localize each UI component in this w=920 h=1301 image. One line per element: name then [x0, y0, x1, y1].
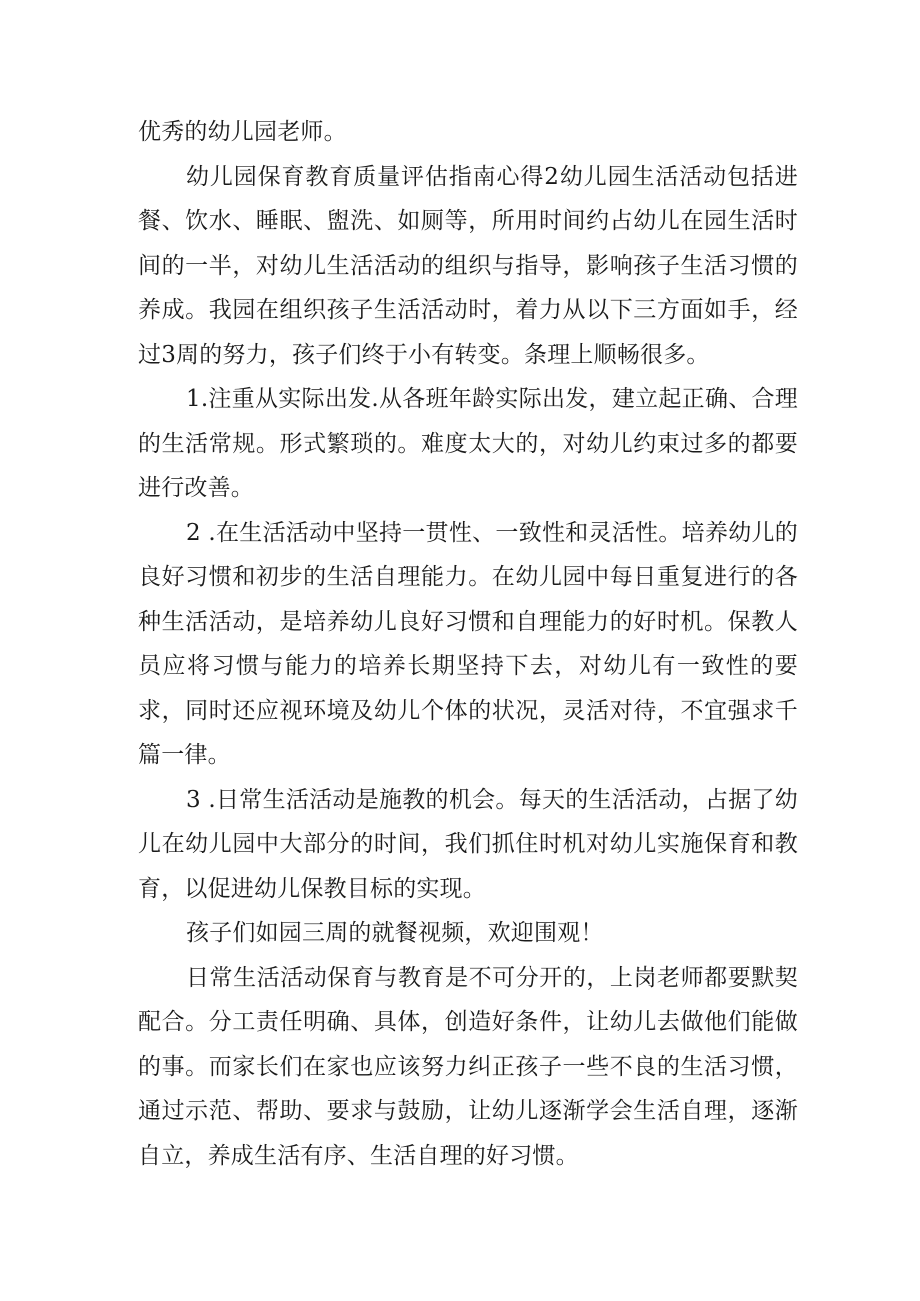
paragraph-video-note: 孩子们如园三周的就餐视频，欢迎围观！	[186, 920, 604, 946]
paragraph-point-3: 3 .日常生活活动是施教的机会。每天的生活活动，占据了幼儿在幼儿园中大部分的时间，我们抓住时机对幼儿实施保育和教育，以促进幼儿保教目标的实现。	[138, 786, 798, 902]
paragraph-point-2: 2 .在生活活动中坚持一贯性、一致性和灵活性。培养幼儿的良好习惯和初步的生活自理能力。在幼儿园中每日重复进行的各种生活活动，是培养幼儿良好习惯和自理能力的好时机。保教人员应将习惯与能力的培养长期坚持下去，对幼儿有一致性的要求，同时还应视环境及幼儿个体的状况，灵活对待，不宜强求千篇一律。	[138, 519, 798, 768]
document-body	[138, 110, 798, 1178]
paragraph-conclusion: 日常生活活动保育与教育是不可分开的，上岗老师都要默契配合。分工责任明确、具体，创造好条件，让幼儿去做他们能做的事。而家长们在家也应该努力纠正孩子一些不良的生活习惯，通过示范、帮助、要求与鼓励，让幼儿逐渐学会生活自理，逐渐自立，养成生活有序、生活自理的好习惯。	[138, 964, 798, 1169]
paragraph-continuation: 优秀的幼儿园老师。	[138, 119, 347, 145]
paragraph-point-1: 1.注重从实际出发.从各班年龄实际出发，建立起正确、合理的生活常规。形式繁琐的。难度太大的，对幼儿约束过多的都要进行改善。	[138, 386, 798, 501]
paragraph-intro: 幼儿园保育教育质量评估指南心得2幼儿园生活活动包括进餐、饮水、睡眠、盥洗、如厕等，所用时间约占幼儿在园生活时间的一半，对幼儿生活活动的组织与指导，影响孩子生活习惯的养成。我园在组织孩子生活活动时，着力从以下三方面如手，经过3周的努力，孩子们终于小有转变。条理上顺畅很多。	[138, 163, 798, 368]
